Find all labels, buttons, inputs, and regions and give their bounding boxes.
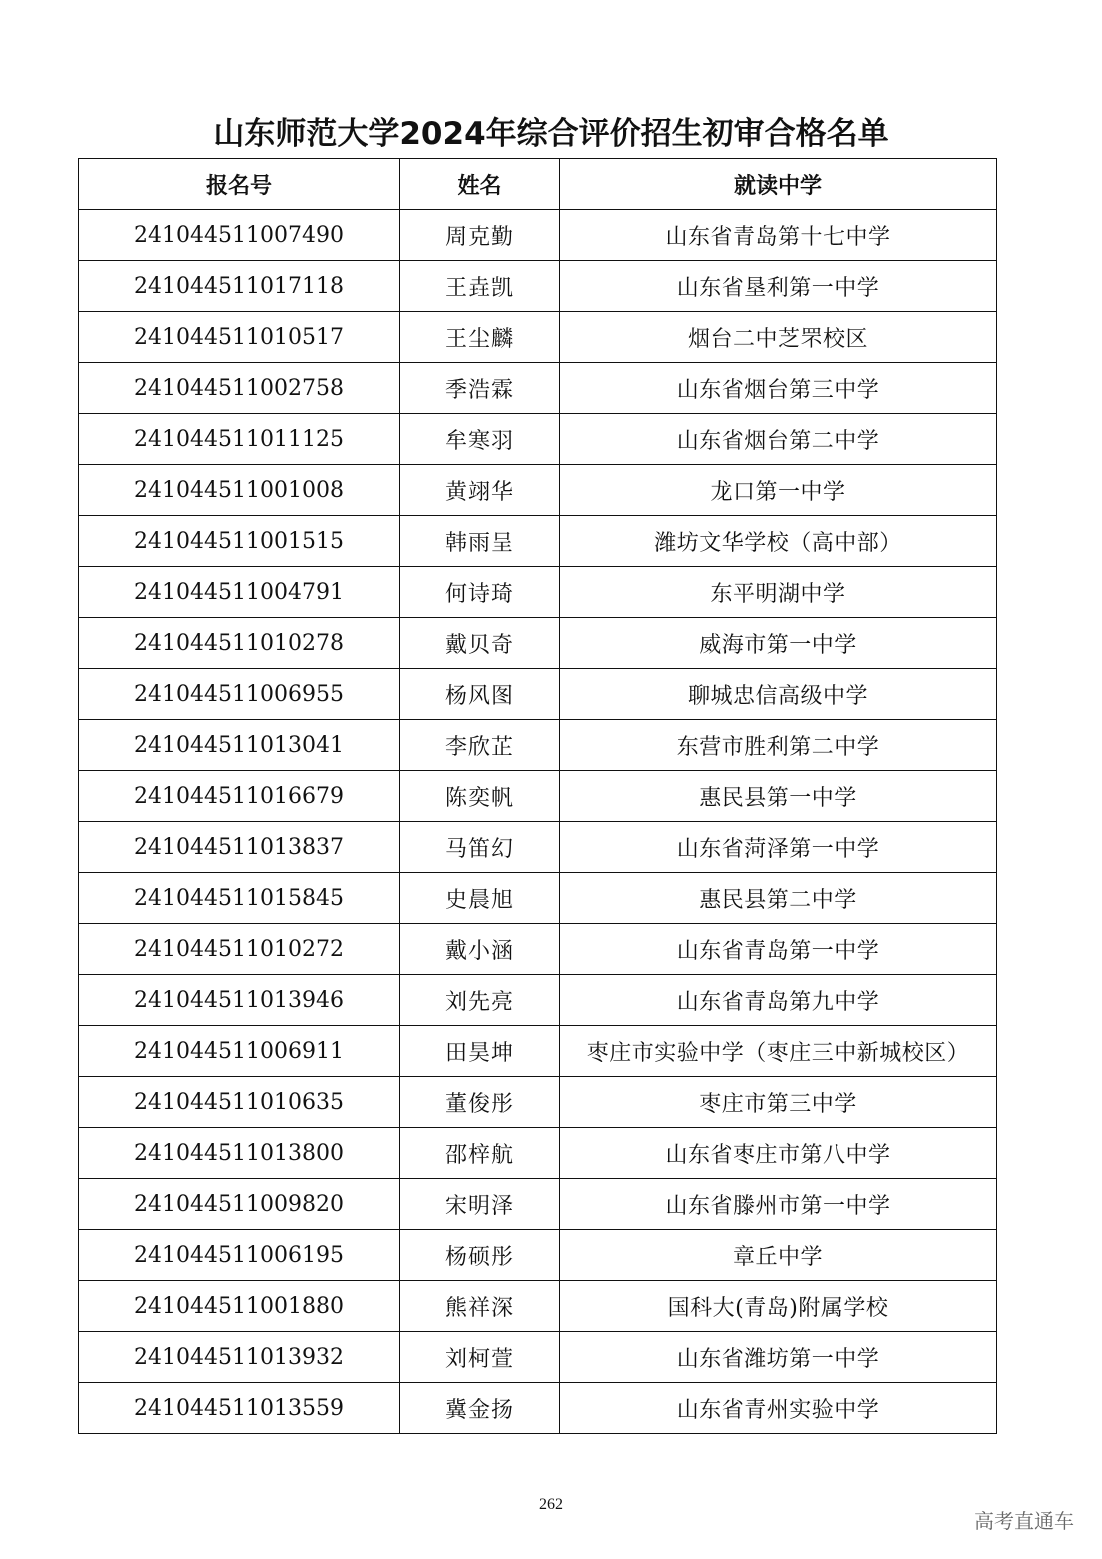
school-cell: 枣庄市实验中学（枣庄三中新城校区） (560, 1026, 997, 1077)
registration-number-cell: 241044511001515 (79, 516, 400, 567)
page-title: 山东师范大学2024年综合评价招生初审合格名单 (213, 116, 889, 152)
registration-number-cell: 241044511004791 (79, 567, 400, 618)
school-cell: 龙口第一中学 (560, 465, 997, 516)
school-cell: 聊城忠信高级中学 (560, 669, 997, 720)
school-cell: 山东省菏泽第一中学 (560, 822, 997, 873)
table-row (79, 1128, 997, 1179)
registration-number-cell: 241044511010517 (79, 312, 400, 363)
student-name-cell: 邵梓航 (400, 1128, 560, 1179)
table-row (79, 363, 997, 414)
school-cell: 惠民县第一中学 (560, 771, 997, 822)
registration-number-cell: 241044511016679 (79, 771, 400, 822)
student-name-cell: 王垚凯 (400, 261, 560, 312)
table-row (79, 975, 997, 1026)
table-row (79, 720, 997, 771)
watermark: 高考直通车 (974, 1509, 1074, 1533)
student-name-cell: 李欣芷 (400, 720, 560, 771)
table-row (79, 1179, 997, 1230)
table-header-row (79, 159, 997, 210)
school-cell: 国科大(青岛)附属学校 (560, 1281, 997, 1332)
header-name: 姓名 (400, 159, 560, 210)
student-name-cell: 董俊彤 (400, 1077, 560, 1128)
school-cell: 惠民县第二中学 (560, 873, 997, 924)
student-name-cell: 冀金扬 (400, 1383, 560, 1434)
student-name-cell: 韩雨呈 (400, 516, 560, 567)
table-row (79, 210, 997, 261)
registration-number-cell: 241044511010635 (79, 1077, 400, 1128)
student-name-cell: 何诗琦 (400, 567, 560, 618)
student-name-cell: 宋明泽 (400, 1179, 560, 1230)
student-name-cell: 周克勤 (400, 210, 560, 261)
school-cell: 章丘中学 (560, 1230, 997, 1281)
table-row (79, 567, 997, 618)
student-name-cell: 刘先亮 (400, 975, 560, 1026)
school-cell: 烟台二中芝罘校区 (560, 312, 997, 363)
school-cell: 山东省青州实验中学 (560, 1383, 997, 1434)
registration-number-cell: 241044511006911 (79, 1026, 400, 1077)
registration-number-cell: 241044511010278 (79, 618, 400, 669)
registration-number-cell: 241044511013946 (79, 975, 400, 1026)
student-name-cell: 季浩霖 (400, 363, 560, 414)
table-row (79, 873, 997, 924)
table-row (79, 516, 997, 567)
student-name-cell: 马笛幻 (400, 822, 560, 873)
school-cell: 东平明湖中学 (560, 567, 997, 618)
table-row (79, 771, 997, 822)
student-name-cell: 戴小涵 (400, 924, 560, 975)
registration-number-cell: 241044511001880 (79, 1281, 400, 1332)
table-row (79, 924, 997, 975)
table-row (79, 1281, 997, 1332)
table-row (79, 1332, 997, 1383)
student-name-cell: 陈奕帆 (400, 771, 560, 822)
registration-number-cell: 241044511006955 (79, 669, 400, 720)
admission-list-table (78, 158, 997, 1434)
registration-number-cell: 241044511006195 (79, 1230, 400, 1281)
student-name-cell: 史晨旭 (400, 873, 560, 924)
table-row (79, 414, 997, 465)
registration-number-cell: 241044511001008 (79, 465, 400, 516)
registration-number-cell: 241044511009820 (79, 1179, 400, 1230)
table-row (79, 312, 997, 363)
school-cell: 潍坊文华学校（高中部） (560, 516, 997, 567)
registration-number-cell: 241044511011125 (79, 414, 400, 465)
school-cell: 山东省青岛第九中学 (560, 975, 997, 1026)
registration-number-cell: 241044511013932 (79, 1332, 400, 1383)
registration-number-cell: 241044511002758 (79, 363, 400, 414)
school-cell: 山东省青岛第一中学 (560, 924, 997, 975)
registration-number-cell: 241044511013559 (79, 1383, 400, 1434)
page-number: 262 (539, 1496, 563, 1513)
header-registration-number: 报名号 (79, 159, 400, 210)
registration-number-cell: 241044511013837 (79, 822, 400, 873)
table-row (79, 1077, 997, 1128)
student-name-cell: 杨风图 (400, 669, 560, 720)
student-name-cell: 戴贝奇 (400, 618, 560, 669)
registration-number-cell: 241044511013800 (79, 1128, 400, 1179)
table-row (79, 618, 997, 669)
student-name-cell: 熊祥深 (400, 1281, 560, 1332)
student-name-cell: 刘柯萱 (400, 1332, 560, 1383)
school-cell: 山东省烟台第二中学 (560, 414, 997, 465)
table-row (79, 1230, 997, 1281)
table-row (79, 669, 997, 720)
school-cell: 东营市胜利第二中学 (560, 720, 997, 771)
registration-number-cell: 241044511017118 (79, 261, 400, 312)
table-row (79, 822, 997, 873)
registration-number-cell: 241044511007490 (79, 210, 400, 261)
student-name-cell: 牟寒羽 (400, 414, 560, 465)
school-cell: 枣庄市第三中学 (560, 1077, 997, 1128)
student-name-cell: 黄翊华 (400, 465, 560, 516)
school-cell: 山东省烟台第三中学 (560, 363, 997, 414)
table-row (79, 1026, 997, 1077)
school-cell: 山东省滕州市第一中学 (560, 1179, 997, 1230)
student-name-cell: 王尘麟 (400, 312, 560, 363)
school-cell: 山东省潍坊第一中学 (560, 1332, 997, 1383)
student-name-cell: 杨硕彤 (400, 1230, 560, 1281)
header-school: 就读中学 (560, 159, 997, 210)
school-cell: 山东省青岛第十七中学 (560, 210, 997, 261)
registration-number-cell: 241044511010272 (79, 924, 400, 975)
student-name-cell: 田昊坤 (400, 1026, 560, 1077)
school-cell: 山东省枣庄市第八中学 (560, 1128, 997, 1179)
school-cell: 威海市第一中学 (560, 618, 997, 669)
table-row (79, 465, 997, 516)
registration-number-cell: 241044511015845 (79, 873, 400, 924)
school-cell: 山东省垦利第一中学 (560, 261, 997, 312)
table-row (79, 1383, 997, 1434)
registration-number-cell: 241044511013041 (79, 720, 400, 771)
table-row (79, 261, 997, 312)
